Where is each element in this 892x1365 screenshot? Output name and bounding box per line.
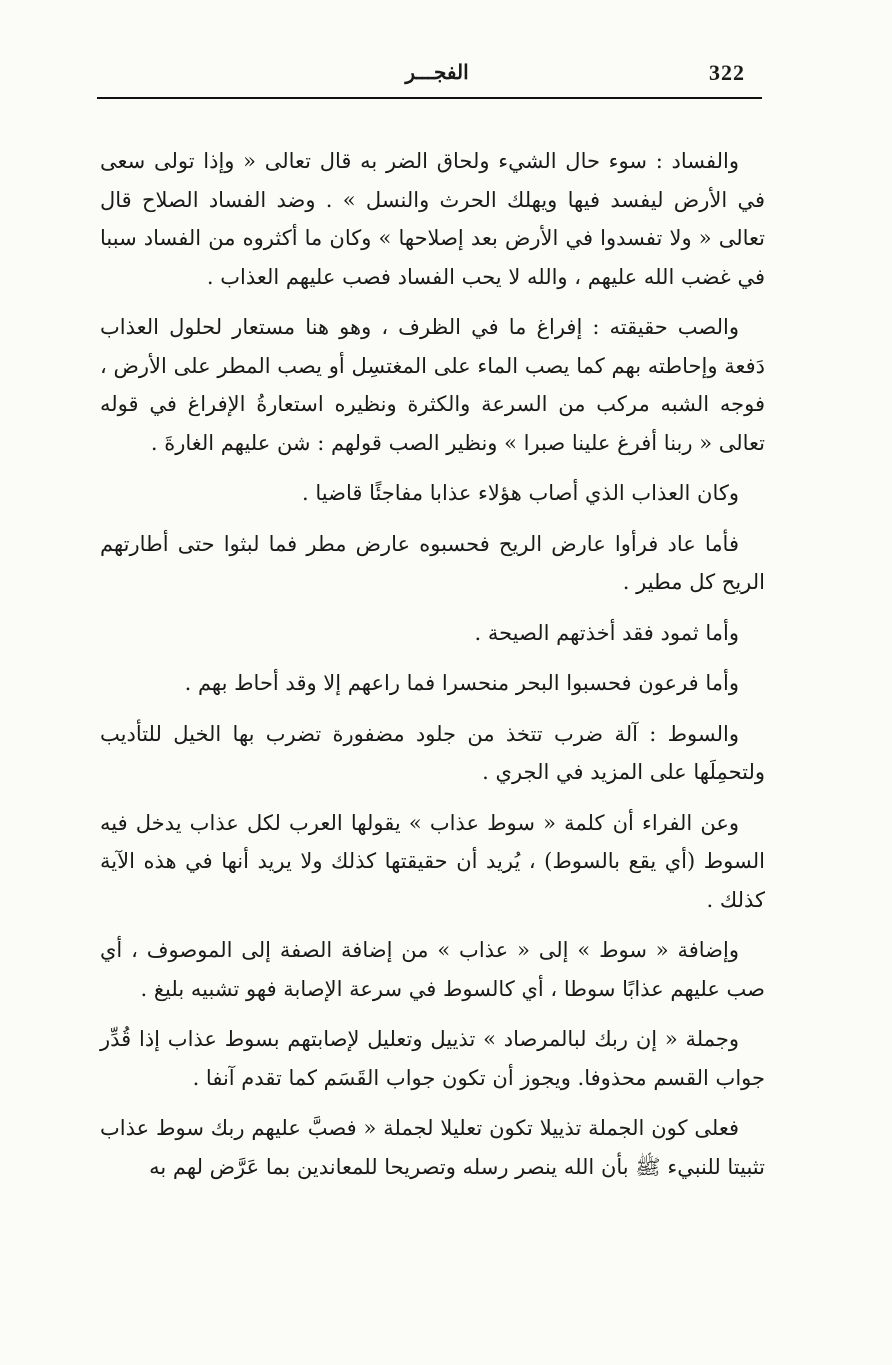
paragraph: وجملة « إن ربك لبالمرصاد » تذييل وتعليل لإصابتهم بسوط عذاب إذا قُدِّر جواب القسم محذوفا. ويجوز أن تكون جواب القَسَم كما تقدم آنفا . xyxy=(100,1027,765,1090)
page-header xyxy=(97,60,762,100)
body-text xyxy=(100,142,765,1198)
page-number: 322 xyxy=(709,60,745,85)
paragraph: والسوط : آلة ضرب تتخذ من جلود مضفورة تضرب بها الخيل للتأديب ولتحمِلَها على المزيد في الجري . xyxy=(100,721,765,784)
header-rule xyxy=(97,97,762,99)
paragraph: والصب حقيقته : إفراغ ما في الظرف ، وهو هنا مستعار لحلول العذاب دَفعة وإحاطته بهم كما يصب الماء على المغتسِل أو يصب المطر على الأرض ، فوجه الشبه مركب من السرعة والكثرة ونظيره استعارةُ الإفراغ في قوله تعالى « ربنا أفرغ علينا صبرا » ونظير الصب قولهم : شن عليهم الغارةَ . xyxy=(100,315,765,455)
paragraph: وأما ثمود فقد أخذتهم الصيحة . xyxy=(474,620,739,645)
paragraph: وعن الفراء أن كلمة « سوط عذاب » يقولها العرب لكل عذاب يدخل فيه السوط (أي يقع بالسوط) ، يُريد أن حقيقتها كذلك ولا يريد أنها في هذه الآية كذلك . xyxy=(100,810,765,912)
paragraph: وكان العذاب الذي أصاب هؤلاء عذابا مفاجئًا قاضيا . xyxy=(302,481,739,505)
paragraph: والفساد : سوء حال الشيء ولحاق الضر به قال تعالى « وإذا تولى سعى في الأرض ليفسد فيها ويهلك الحرث والنسل » . وضد الفساد الصلاح قال تعالى « ولا تفسدوا في الأرض بعد إصلاحها » وكان ما أكثروه من الفساد سببا في غضب الله عليهم ، والله لا يحب الفساد فصب عليهم العذاب . xyxy=(100,149,765,289)
paragraph: وأما فرعون فحسبوا البحر منحسرا فما راعهم إلا وقد أحاط بهم . xyxy=(184,671,739,695)
running-title: الفجـــر xyxy=(405,60,469,84)
paragraph: وإضافة « سوط » إلى « عذاب » من إضافة الصفة إلى الموصوف ، أي صب عليهم عذابًا سوطا ، أي كالسوط في سرعة الإصابة فهو تشبيه بليغ . xyxy=(100,938,765,1001)
paragraph: فأما عاد فرأوا عارض الريح فحسبوه عارض مطر فما لبثوا حتى أطارتهم الريح كل مطير . xyxy=(100,531,765,594)
paragraph: فعلى كون الجملة تذييلا تكون تعليلا لجملة « فصبَّ عليهم ربك سوط عذاب تثبيتا للنبيء ﷺ بأن الله ينصر رسله وتصريحا للمعاندين بما عَرَّض لهم به xyxy=(100,1116,765,1179)
